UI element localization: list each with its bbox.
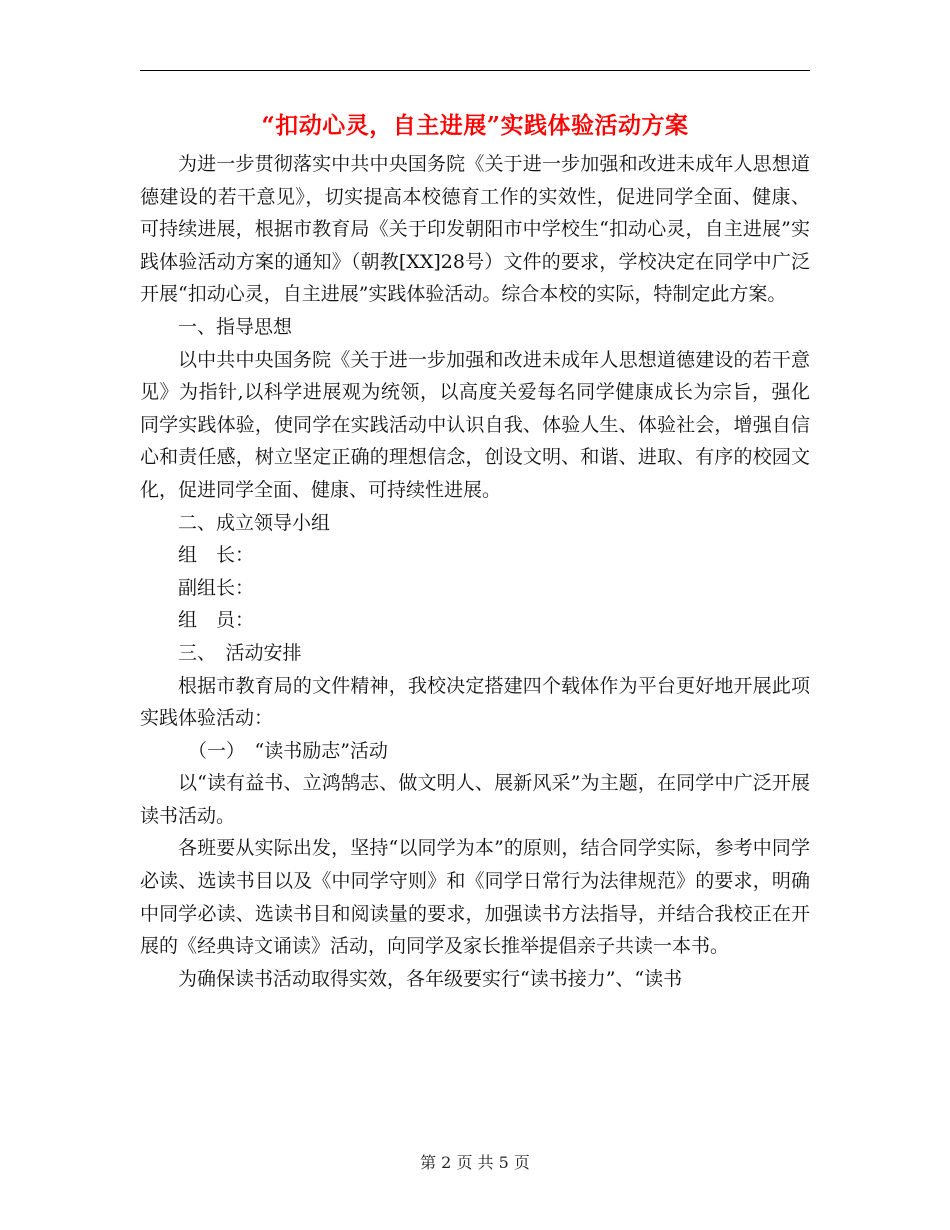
leader-line: 组 长： <box>178 544 255 567</box>
header-rule <box>140 70 810 71</box>
sub1-paragraph-2: 各班要从实际出发，坚持“以同学为本”的原则，结合同学实际，参考中同学必读、选读书目以及《中同学守则》和《同学日常行为法律规范》的要求，明确中同学必读、选读书目和阅读量的要求，加强读书方法指导，并结合我校正在开展的《经典诗文诵读》活动，向同学及家长推举提倡亲子共读一本书。 <box>140 837 810 958</box>
subsection1-heading: （一） “读书励志”活动 <box>188 739 388 762</box>
section3-heading: 三、 活动安排 <box>178 641 302 664</box>
section2-heading: 二、成立领导小组 <box>178 511 331 534</box>
section1-heading: 一、指导思想 <box>178 315 293 338</box>
member-line: 组 员： <box>178 609 255 632</box>
section3-paragraph: 根据市教育局的文件精神，我校决定搭建四个载体作为平台更好地开展此项实践体验活动： <box>140 674 810 730</box>
page-number-footer: 第 2 页 共 5 页 <box>420 1153 530 1172</box>
document-body <box>140 148 810 995</box>
sub1-paragraph-1: 以“读有益书、立鸿鹄志、做文明人、展新风采”为主题，在同学中广泛开展读书活动。 <box>140 772 810 827</box>
vice-leader-line: 副组长： <box>178 576 255 599</box>
intro-paragraph: 为进一步贯彻落实中共中央国务院《关于进一步加强和改进未成年人思想道德建设的若干意见》，切实提高本校德育工作的实效性，促进同学全面、健康、可持续进展，根据市教育局《关于印发朝阳市中学校生“扣动心灵，自主进展”实践体验活动方案的通知》（朝教[XX]28号）文件的要求，学校决定在同学中广泛开展“扣动心灵，自主进展”实践体验活动。综合本校的实际，特制定此方案。 <box>140 153 810 306</box>
document-title: “扣动心灵，自主进展”实践体验活动方案 <box>261 112 689 139</box>
sub1-paragraph-3: 为确保读书活动取得实效，各年级要实行“读书接力”、“读书 <box>178 967 683 990</box>
section1-paragraph: 以中共中央国务院《关于进一步加强和改进未成年人思想道德建设的若干意见》为指针,以科学进展观为统领，以高度关爱每名同学健康成长为宗旨，强化同学实践体验，使同学在实践活动中认识自我、体验人生、体验社会，增强自信心和责任感，树立坚定正确的理想信念，创设文明、和谐、进取、有序的校园文化，促进同学全面、健康、可持续性进展。 <box>140 348 810 501</box>
